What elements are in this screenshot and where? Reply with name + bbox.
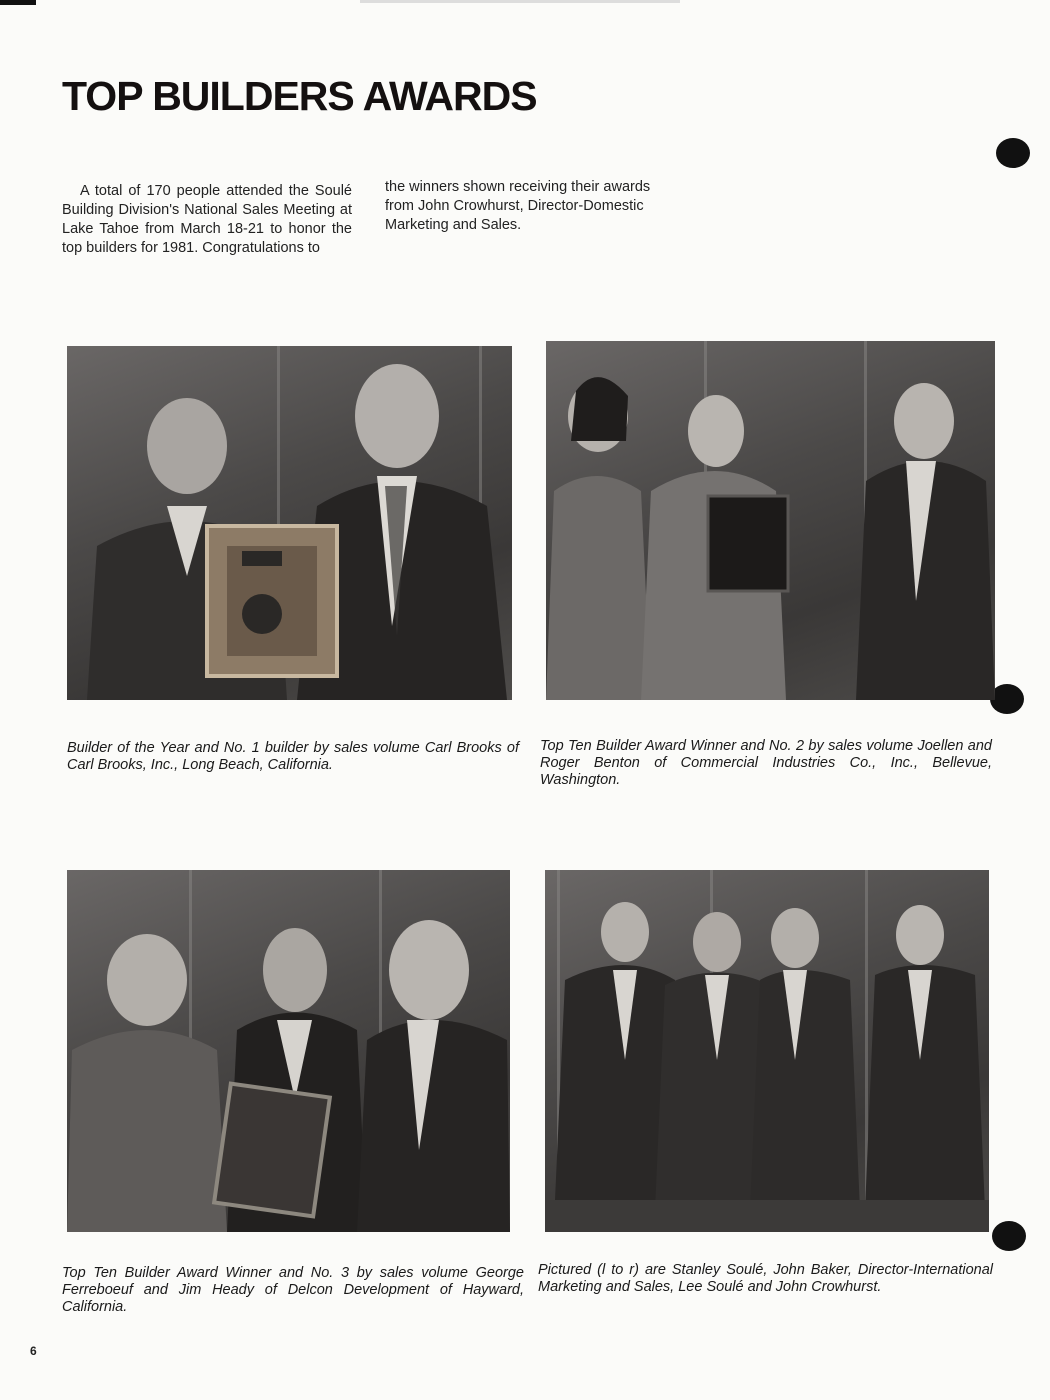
- binder-hole-top: [996, 138, 1030, 168]
- binder-hole-middle: [990, 684, 1024, 714]
- photo-benton: [546, 341, 995, 700]
- photo-carl-brooks: [67, 346, 512, 700]
- caption-photo-2: Top Ten Builder Award Winner and No. 2 by sales volume Joellen and Roger Benton of Commercial Industries Co., Inc., Bellevue, Washington.: [540, 738, 992, 788]
- caption-photo-3: Top Ten Builder Award Winner and No. 3 by sales volume George Ferreboeuf and Jim Heady of Delcon Development of Hayward, California.: [62, 1265, 524, 1315]
- page-edge-mark: [0, 0, 36, 5]
- page-number: 6: [30, 1344, 37, 1358]
- photo-ferreboeuf-heady: [67, 870, 510, 1232]
- page-title: TOP BUILDERS AWARDS: [62, 73, 537, 119]
- photo-four-men: [545, 870, 989, 1232]
- binder-hole-bottom: [992, 1221, 1026, 1251]
- page-edge-shadow: [360, 0, 680, 3]
- intro-text-column-1: A total of 170 people attended the Soulé Building Division's National Sales Meeting at Lake Tahoe from March 18-21 to honor the top builders for 1981. Congratulations to: [62, 183, 352, 256]
- intro-text-column-2: the winners shown receiving their awards from John Crowhurst, Director-Domestic Marketing and Sales.: [385, 179, 651, 233]
- caption-photo-4: Pictured (l to r) are Stanley Soulé, John Baker, Director-International Marketing and Sales, Lee Soulé and John Crowhurst.: [538, 1262, 993, 1295]
- caption-photo-1: Builder of the Year and No. 1 builder by sales volume Carl Brooks of Carl Brooks, Inc., Long Beach, California.: [67, 740, 519, 773]
